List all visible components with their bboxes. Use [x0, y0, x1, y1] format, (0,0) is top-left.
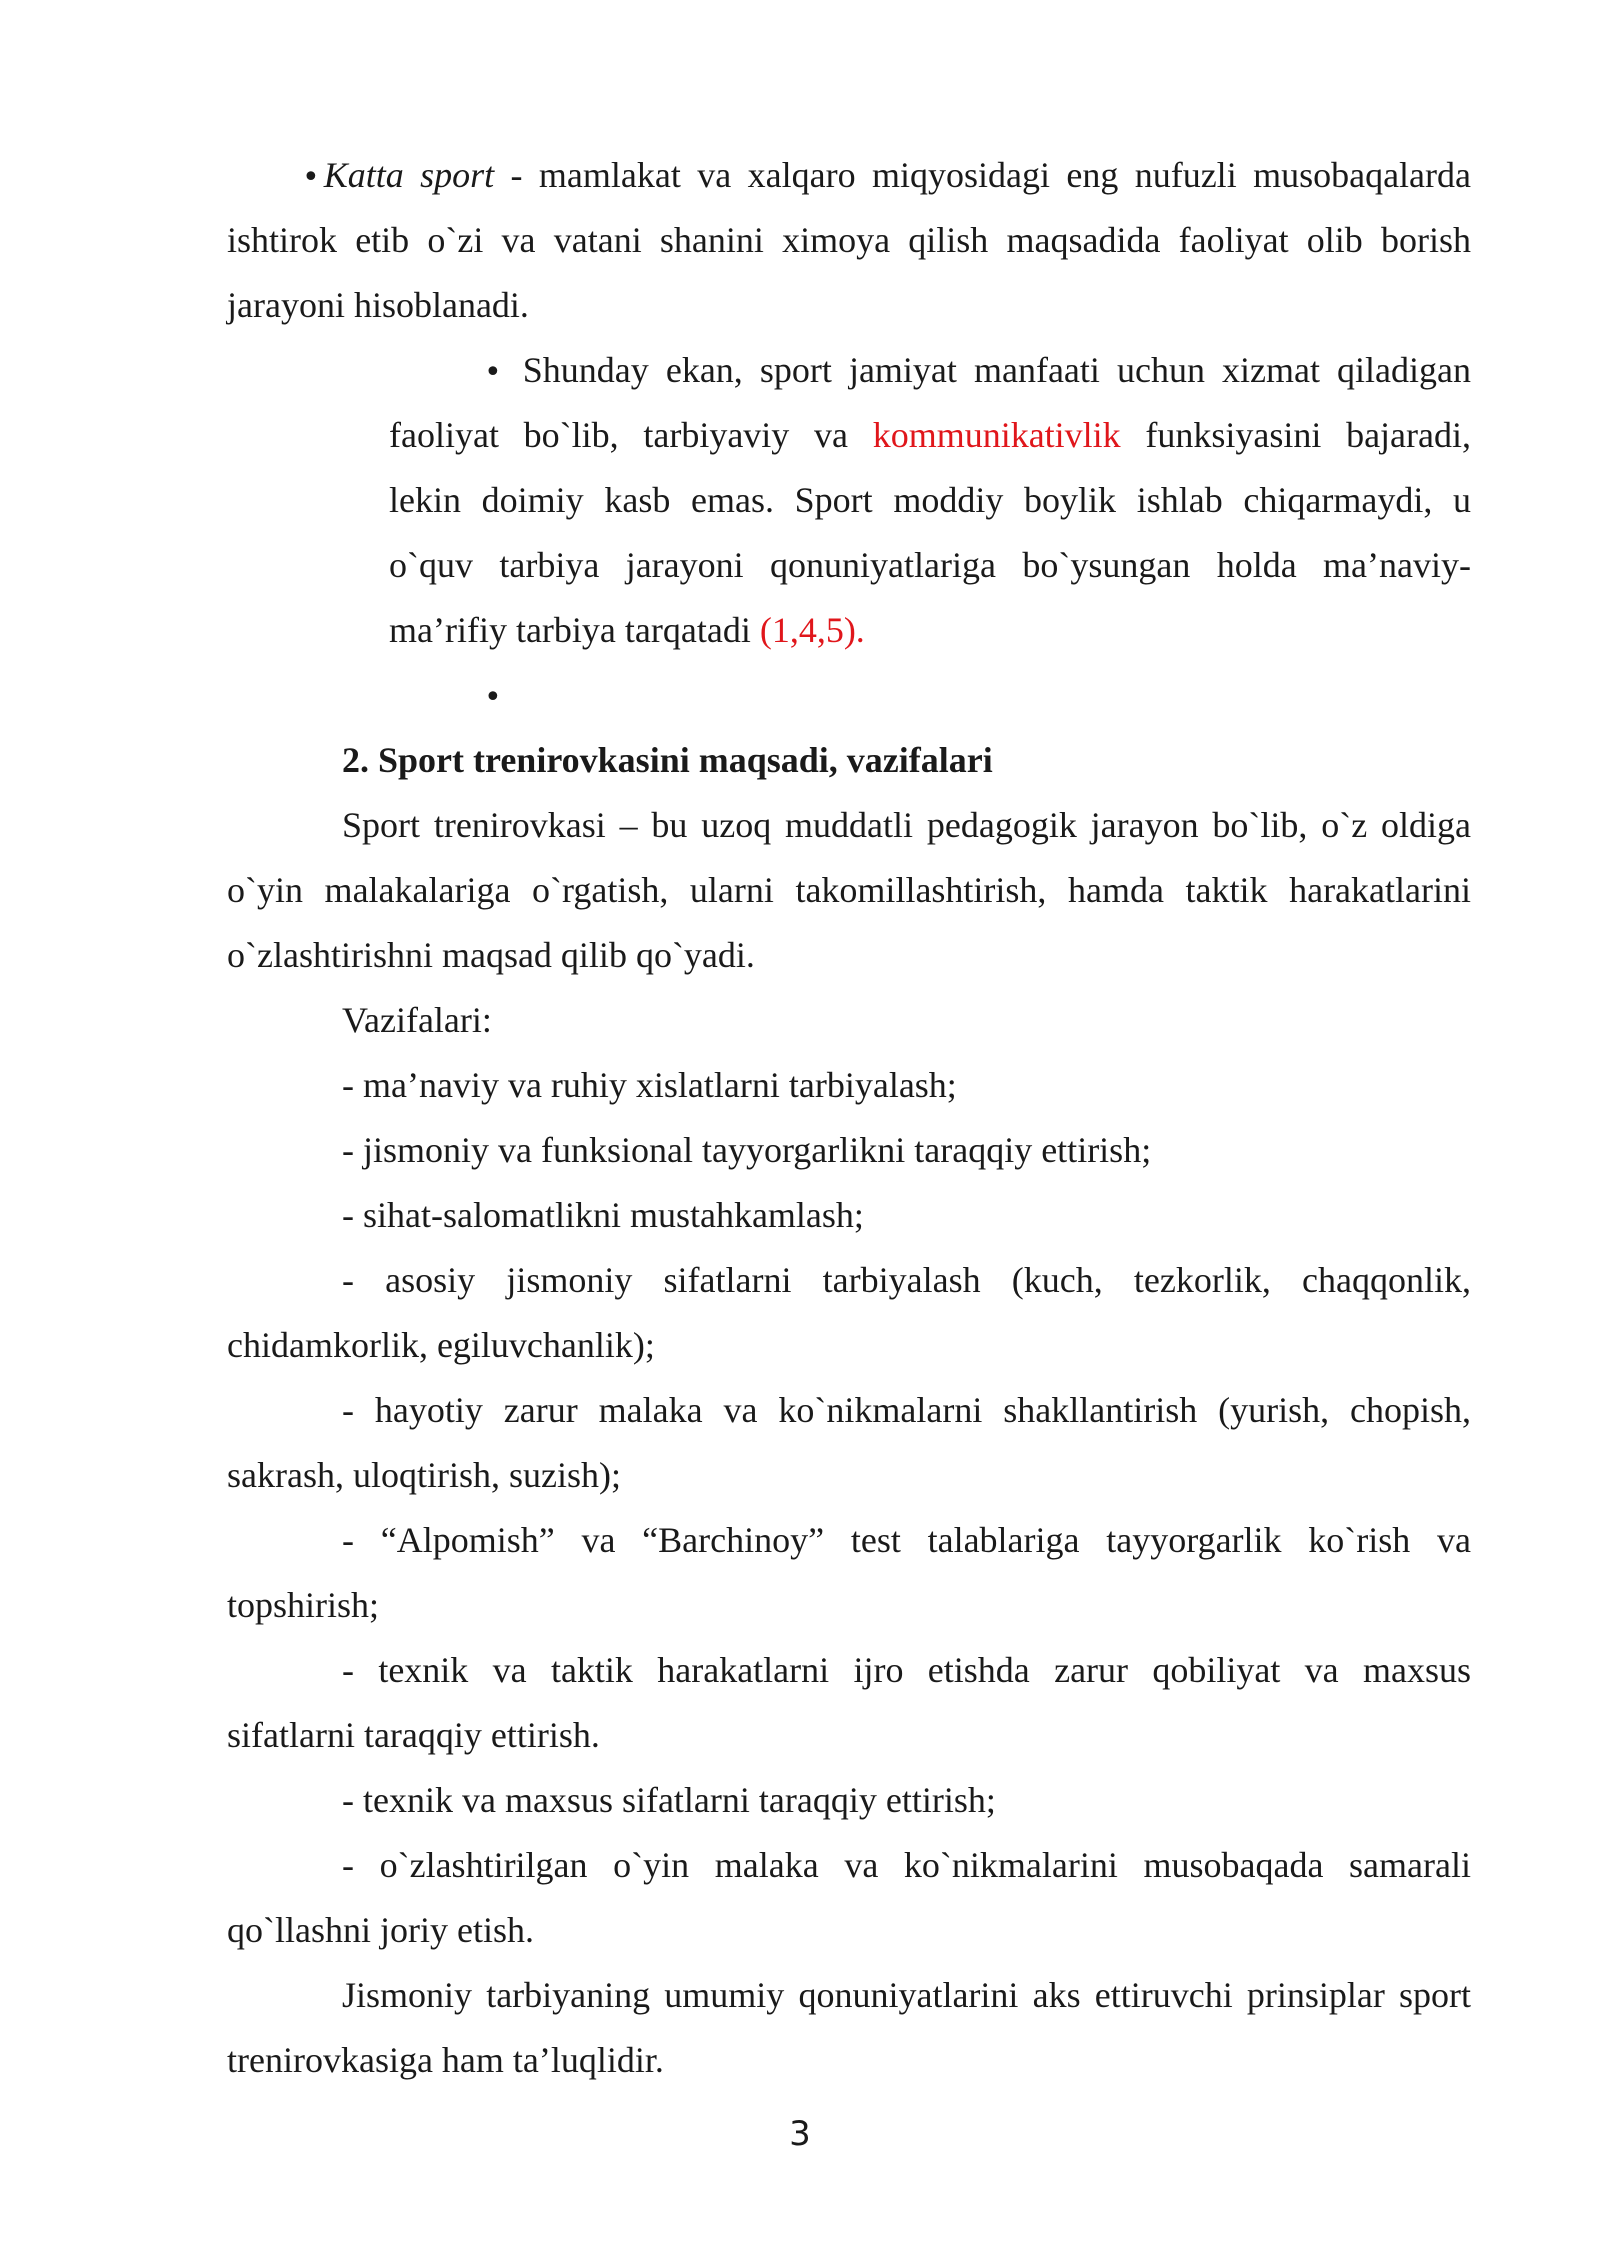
- task-item-7-line-2: sifatlarni taraqqiy ettirish.: [227, 1715, 600, 1755]
- paragraph-shunday-line-2: [389, 413, 1471, 457]
- closing-line-1: Jismoniy tarbiyaning umumiy qonuniyatlarini aks ettiruvchi prinsiplar sport: [342, 1975, 1471, 2015]
- bullet-icon: •: [484, 680, 502, 715]
- citation-reference: (1,4,5).: [759, 610, 865, 650]
- paragraph-shunday-line-5: [389, 608, 1471, 652]
- task-item-2: - jismoniy va funksional tayyorgarlikni taraqqiy ettirish;: [342, 1130, 1152, 1170]
- text-span: funksiyasini bajaradi,: [1120, 415, 1472, 455]
- tasks-label: Vazifalari:: [342, 1000, 492, 1040]
- task-item-4-line-1: - asosiy jismoniy sifatlarni tarbiyalash (kuch, tezkorlik, chaqqonlik,: [342, 1260, 1471, 1300]
- task-item-5-line-1: - hayotiy zarur malaka va ko`nikmalarni shakllantirish (yurish, chopish,: [342, 1390, 1471, 1430]
- empty-bullet-line: [484, 673, 1471, 720]
- paragraph-shunday-line-4: o`quv tarbiya jarayoni qonuniyatlariga bo`ysungan holda ma’naviy-: [389, 545, 1471, 585]
- task-item-4-line-2: chidamkorlik, egiluvchanlik);: [227, 1325, 655, 1365]
- intro-line-3: o`zlashtirishni maqsad qilib qo`yadi.: [227, 935, 755, 975]
- section-heading: 2. Sport trenirovkasini maqsadi, vazifalari: [342, 740, 993, 780]
- highlight-kommunikativlik: kommunikativlik: [872, 415, 1121, 455]
- closing-line-2: trenirovkasiga ham ta’luqlidir.: [227, 2040, 664, 2080]
- task-item-3: - sihat-salomatlikni mustahkamlash;: [342, 1195, 864, 1235]
- bullet-icon: •: [484, 355, 502, 390]
- text-span: ma’rifiy tarbiya tarqatadi: [389, 610, 760, 650]
- term-katta-sport: Katta sport: [323, 155, 495, 195]
- task-item-6-line-2: topshirish;: [227, 1585, 380, 1625]
- intro-line-1: Sport trenirovkasi – bu uzoq muddatli pedagogik jarayon bo`lib, o`z oldiga: [342, 805, 1471, 845]
- task-item-6-line-1: - “Alpomish” va “Barchinoy” test talablariga tayyorgarlik ko`rish va: [342, 1520, 1471, 1560]
- bullet-icon: •: [302, 160, 320, 195]
- page-number: 3: [789, 2114, 811, 2154]
- paragraph-katta-sport-line-2: ishtirok etib o`zi va vatani shanini ximoya qilish maqsadida faoliyat olib borish: [227, 220, 1471, 260]
- intro-line-2: o`yin malakalariga o`rgatish, ularni takomillashtirish, hamda taktik harakatlarini: [227, 870, 1471, 910]
- task-item-1: - ma’naviy va ruhiy xislatlarni tarbiyalash;: [342, 1065, 957, 1105]
- paragraph-shunday-line-1: [484, 348, 1471, 395]
- paragraph-shunday-line-3: lekin doimiy kasb emas. Sport moddiy boylik ishlab chiqarmaydi, u: [389, 480, 1471, 520]
- text-span: Shunday ekan, sport jamiyat manfaati uchun xizmat qiladigan: [522, 350, 1472, 390]
- task-item-7-line-1: - texnik va taktik harakatlarni ijro etishda zarur qobiliyat va maxsus: [342, 1650, 1471, 1690]
- task-item-9-line-1: - o`zlashtirilgan o`yin malaka va ko`nikmalarini musobaqada samarali: [342, 1845, 1471, 1885]
- paragraph-katta-sport-line-1: [302, 153, 1471, 200]
- text-span: faoliyat bo`lib, tarbiyaviy va: [389, 415, 873, 455]
- text-span: - mamlakat va xalqaro miqyosidagi eng nufuzli musobaqalarda: [494, 155, 1471, 195]
- task-item-9-line-2: qo`llashni joriy etish.: [227, 1910, 534, 1950]
- task-item-8: - texnik va maxsus sifatlarni taraqqiy ettirish;: [342, 1780, 996, 1820]
- task-item-5-line-2: sakrash, uloqtirish, suzish);: [227, 1455, 621, 1495]
- paragraph-katta-sport-line-3: jarayoni hisoblanadi.: [227, 285, 529, 325]
